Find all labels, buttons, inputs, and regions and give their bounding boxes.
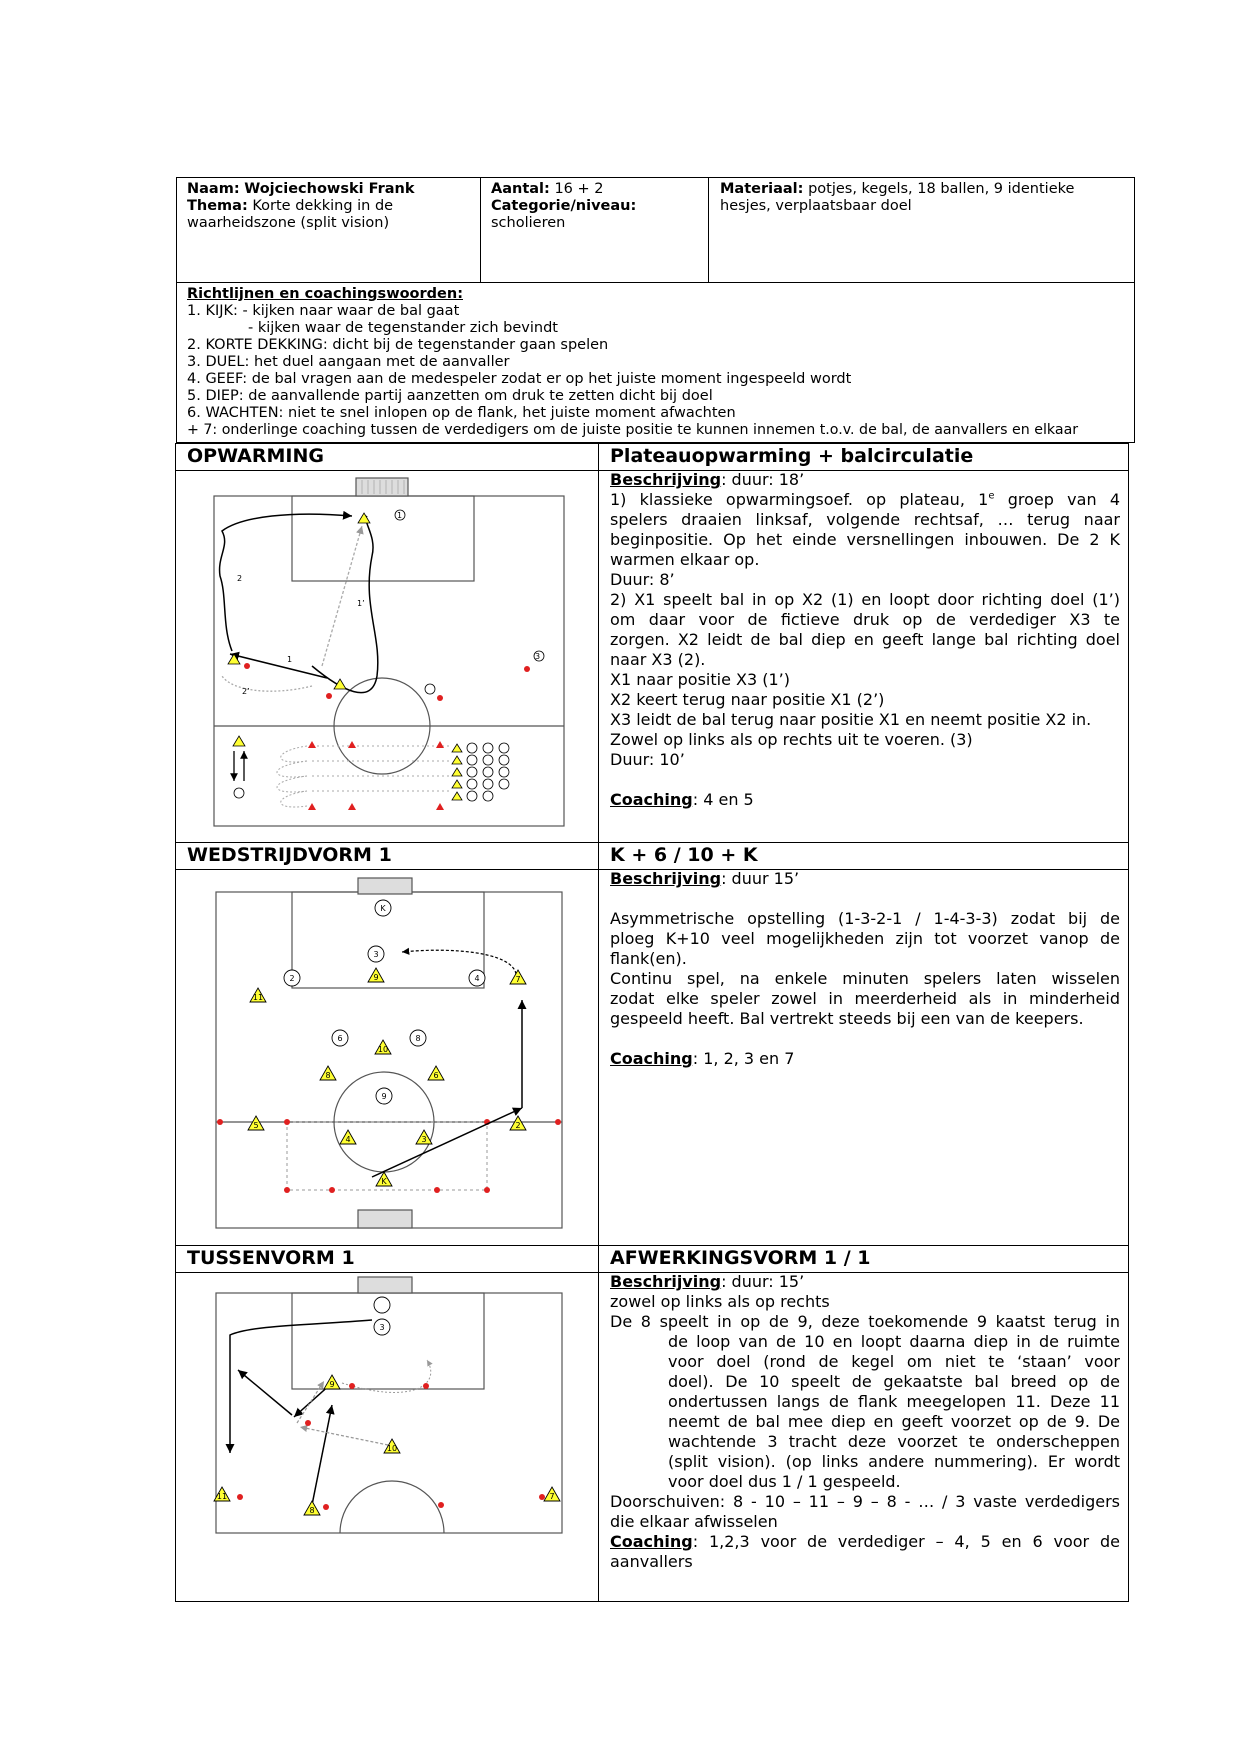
header-divider-h: [176, 282, 1135, 283]
pass-line: [238, 1370, 292, 1415]
header-divider-1: [480, 177, 481, 282]
cross-line: [402, 950, 516, 974]
opwarming-title: OPWARMING: [187, 445, 324, 467]
svg-text:4: 4: [345, 1135, 351, 1144]
aantal-row: Aantal: 16 + 2: [491, 181, 604, 197]
svg-text:8: 8: [309, 1506, 315, 1515]
thema-row: Thema: Korte dekking in de: [187, 198, 394, 214]
svg-text:K: K: [381, 1177, 387, 1186]
k6-title: K + 6 / 10 + K: [610, 844, 758, 866]
svg-text:9: 9: [381, 1092, 387, 1101]
marker: [374, 1297, 390, 1313]
opwarming-diagram: [212, 476, 568, 832]
player-numbers: [253, 904, 521, 1186]
svg-text:10: 10: [386, 1444, 398, 1453]
circle-markers: [284, 900, 485, 1104]
naam-row: Naam: Wojciechowski Frank: [187, 181, 415, 197]
afwerkingsvorm-title: AFWERKINGSVORM 1 / 1: [610, 1247, 871, 1269]
tussenvorm-diagram: [212, 1275, 568, 1545]
beschrijving-label: Beschrijving: [610, 470, 722, 489]
svg-text:11: 11: [216, 1492, 228, 1501]
wedstrijdvorm-title: WEDSTRIJDVORM 1: [187, 844, 392, 866]
richtlijn-5: 5. DIEP: de aanvallende partij aanzetten om druk te zetten dicht bij doel: [187, 388, 713, 404]
plateau-cones: [452, 744, 462, 800]
svg-text:3: 3: [421, 1135, 427, 1144]
svg-text:9: 9: [329, 1380, 335, 1389]
pitch: [216, 1277, 562, 1533]
run-line: [312, 516, 378, 693]
categorie-label: Categorie/niveau:: [491, 198, 637, 214]
materiaal-row: Materiaal: potjes, kegels, 18 ballen, 9 identieke: [720, 181, 1075, 197]
svg-text:2: 2: [289, 974, 295, 983]
thema-row-2: waarheidszone (split vision): [187, 215, 390, 231]
svg-text:2: 2: [237, 574, 243, 583]
svg-text:3: 3: [535, 652, 541, 661]
svg-text:4: 4: [474, 974, 480, 983]
svg-text:2: 2: [515, 1121, 521, 1130]
svg-text:6: 6: [433, 1071, 439, 1080]
beschrijving-label: Beschrijving: [610, 1272, 722, 1291]
pass-line: [372, 1108, 522, 1177]
svg-text:10: 10: [377, 1045, 389, 1054]
richtlijnen-title: Richtlijnen en coachingswoorden:: [187, 286, 463, 302]
cones: [228, 513, 370, 689]
svg-text:6: 6: [337, 1034, 343, 1043]
coaching-label: Coaching: [610, 790, 693, 809]
plateau-title: Plateauopwarming + balcirculatie: [610, 445, 974, 467]
section1-description: Beschrijving: duur: 18’ 1) klassieke opwarmingsoef. op plateau, 1e groep van 4 spelers draaien linksaf, volgende rechtsaf, … terug naar beginpositie. Op het einde versnellingen inbouwen. De 2 K warmen elkaar op. Duur: 8’ 2) X1 speelt bal in op X2 (1) en loopt door richting doel (1’) om daar voor de fictieve druk op de verdediger X3 te zorgen. X2 leidt de bal diep en geeft lange bal richting doel naar X3 (2). X1 naar positie X3 (1’) X2 keert terug naar positie X1 (2’) X3 leidt de bal terug naar positie X1 en neemt positie X2 in. Zowel op links als op rechts uit te voeren. (3) Duur: 10’ Coaching: 4 en 5: [610, 470, 1121, 809]
svg-text:3: 3: [373, 950, 379, 959]
materiaal-row-2: hesjes, verplaatsbaar doel: [720, 198, 912, 214]
svg-text:9: 9: [373, 973, 379, 982]
pitch: [214, 478, 564, 826]
richtlijn-6: 6. WACHTEN: niet te snel inlopen op de flank, het juiste moment afwachten: [187, 405, 736, 421]
categorie-value: scholieren: [491, 215, 566, 231]
svg-text:8: 8: [325, 1071, 331, 1080]
header-divider-2: [708, 177, 709, 282]
tussenvorm-title: TUSSENVORM 1: [187, 1247, 355, 1269]
richtlijn-1: 1. KIJK: - kijken naar waar de bal gaat: [187, 303, 460, 319]
svg-text:2’: 2’: [242, 687, 250, 696]
section3-description: Beschrijving: duur: 15’ zowel op links als op rechts De 8 speelt in op de 9, deze toekomende 9 kaatst terug in de loop van de 10 en loopt daarna diep in de ruimte voor doel (rond de kegel om niet te ‘staan’ voor doel). De 10 speelt de gekaatste bal breed op de ondertussen langs de flank meegelopen 11. Deze 11 neemt de bal mee diep en geeft voorzet op de 9. De wachtende 3 tracht deze voorzet te onderscheppen (split vision). (op links andere nummering). Er wordt voor doel dus 1 / 1 gespeeld. Doorschuiven: 8 - 10 – 11 – 9 – 8 - … / 3 vaste verdedigers die elkaar afwisselen Coaching: 1,2,3 voor de verdediger – 4, 5 en 6 voor de aanvallers: [610, 1272, 1120, 1571]
cones: [248, 968, 526, 1186]
svg-text:1: 1: [287, 655, 293, 664]
beschrijving-label: Beschrijving: [610, 869, 722, 888]
richtlijn-3: 3. DUEL: het duel aangaan met de aanvaller: [187, 354, 510, 370]
svg-text:3: 3: [379, 1323, 385, 1332]
coaching-label: Coaching: [610, 1532, 693, 1551]
svg-text:1’: 1’: [357, 599, 365, 608]
plateau-markers: [467, 743, 509, 801]
svg-text:11: 11: [252, 993, 264, 1002]
svg-text:7: 7: [515, 975, 521, 984]
diagram-labels: [237, 511, 540, 696]
svg-text:8: 8: [415, 1034, 421, 1043]
richtlijn-7: + 7: onderlinge coaching tussen de verdedigers om de juiste positie te kunnen innemen t.o.v. de bal, de aanvallers en elkaar: [187, 422, 1079, 438]
markers: [234, 510, 544, 798]
richtlijn-2: 2. KORTE DEKKING: dicht bij de tegenstander gaan spelen: [187, 337, 609, 353]
pass-line: [322, 526, 362, 666]
richtlijn-1b: - kijken waar de tegenstander zich bevindt: [248, 320, 558, 336]
pass-line: [300, 1427, 388, 1445]
section2-description: Beschrijving: duur 15’ Asymmetrische opstelling (1-3-2-1 / 1-4-3-3) zodat bij de ploeg K+10 veel mogelijkheden zijn tot voorzet vanop de flank(en). Continu spel, na enkele minuten spelers laten wisselen zodat elke speler zowel in meerderheid als in minderheid gespeeld heeft. Bal vertrekt steeds bij een van de keepers. Coaching: 1, 2, 3 en 7: [610, 869, 1120, 1068]
wedstrijdvorm-diagram: [212, 872, 568, 1238]
svg-text:7: 7: [549, 1492, 555, 1501]
svg-text:5: 5: [253, 1121, 259, 1130]
run-line: [222, 676, 312, 691]
player-numbers: [217, 1323, 555, 1515]
richtlijn-4: 4. GEEF: de bal vragen aan de medespeler zodat er op het juiste moment ingespeeld wordt: [187, 371, 852, 387]
coaching-label: Coaching: [610, 1049, 693, 1068]
pass-line: [312, 1405, 332, 1505]
svg-text:1: 1: [397, 511, 403, 520]
svg-text:K: K: [380, 904, 386, 913]
plateau: [233, 736, 452, 810]
run-line: [342, 1360, 431, 1392]
main-divider-v: [598, 443, 599, 1602]
